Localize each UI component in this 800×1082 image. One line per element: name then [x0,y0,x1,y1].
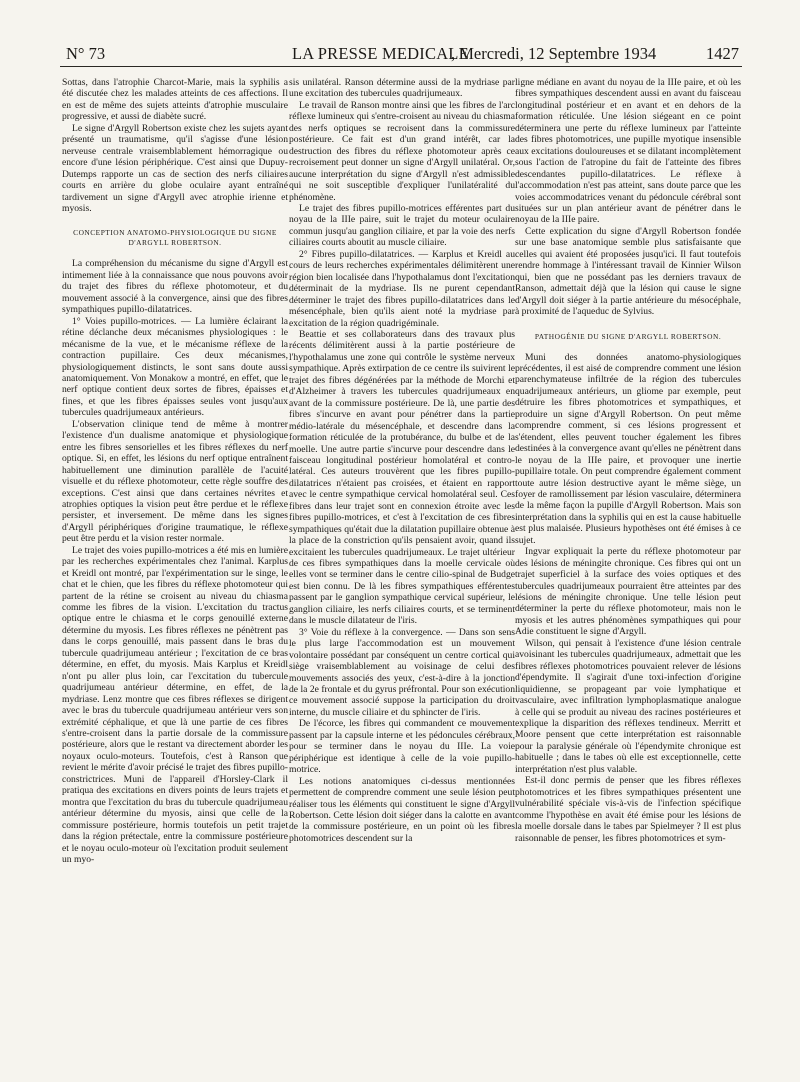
section-heading: PATHOGÉNIE DU SIGNE D'ARGYLL ROBERTSON. [534,331,722,341]
paragraph: 3° Voie du réflexe à la convergence. — Dans son sens le plus large l'accommodation est un mouvement volontaire possédant par conséquent un centre cortical qui siège vraisemblablement au voisinage de celui des mouvements associés des yeux, c'est-à-dire à la jonction de la 2e frontale et du gyrus préfrontal. Pour son exécution ce mouvement associé suppose la participation du droit interne, du muscle ciliaire et du sphincter de l'iris. [289,626,515,718]
paragraph: Ingvar expliquait la perte du réflexe photomoteur par des lésions de méningite chronique. Ces fibres qui ont un trajet superficiel à la surface des voies optiques et des tubercules quadrijumeaux pourraient être atteintes par des lésions de méningite chronique. Une telle lésion peut déterminer la perte du réflexe photomoteur, mais non le myosis et les autres phénomènes sympathiques qui pour Adie constituent le signe d'Argyll. [515,546,741,638]
text-column-3 [515,77,741,1077]
paragraph: 1° Voies pupillo-motrices. — La lumière éclairant la rétine déclanche deux mécanismes physiologiques : le mécanisme de la vue, et le mécanisme réflexe de la contraction pupillaire. Ces deux mécanismes, physiologiquement distincts, le sont sans doute aussi anatomiquement. Von Monakow a montré, en effet, que le nerf optique contient deux sortes de fibres, épaisses et fines, et que les fibres épaisses seules vont jusqu'aux tubercules quadrijumeaux antérieurs. [62,315,288,419]
paragraph: Le trajet des fibres pupillo-motrices efférentes part du noyau de la IIIe paire, suit le trajet du moteur oculaire commun jusqu'au ganglion ciliaire, et par la voie des nerfs ciliaires courts aboutit au muscle ciliaire. [289,202,515,249]
paragraph: Wilson, qui pensait à l'existence d'une lésion centrale avoisinant les tubercules quadrijumeaux, admettait que les fibres réflexes photomotrices pouvaient relever de lésions d'épendymite. Il s'agirait d'une toxi-infection d'origine liquidienne, se propageant par voie lymphatique et vasculaire, avec infiltration lymphoplasmatique analogue à celle qui se produit au niveau des racines postérieures et explique la disparition des réflexes tendineux. Merritt et Moore pensent que cette interprétation est raisonnable pour la paralysie générale où l'épendymite chronique est habituelle ; dans le tabes où elle est exceptionnelle, cette interprétation n'est plus valable. [515,637,741,775]
text-column-1 [62,77,288,1077]
paragraph: L'observation clinique tend de même à montrer l'existence d'un dualisme anatomique et physiologique entre les fibres sensorielles et les fibres réflexes du nerf optique. Si, en effet, les lésions du nerf optique entraînent habituellement une diminution parallèle de l'acuité visuelle et du réflexe photomoteur, cette règle souffre des exceptions. C'est ainsi que dans certaines névrites et atrophies optiques la vision peut être perdue et le réflexe persister, et inversement. De même dans les signes d'Argyll périphériques d'origine traumatique, le réflexe peut être perdu et la vision rester normale. [62,418,288,545]
paragraph: sis unilatéral. Ranson détermine aussi de la mydriase par une excitation des tubercules quadrijumeaux. [289,77,515,100]
page-number: 1427 [706,44,739,63]
page-header [60,40,742,67]
journal-title: LA PRESSE MEDICALE [292,44,469,63]
paragraph: Est-il donc permis de penser que les fibres réflexes photomotrices et les fibres sympathiques présentent une vulnérabilité spéciale vis-à-vis de l'infection spécifique comme l'hypothèse en avait été émise pour les lésions de la moelle dorsale dans le tabes par Spielmeyer ? Il est plus raisonnable de penser, les fibres photomotrices et sym- [515,775,741,844]
paragraph: Les notions anatomiques ci-dessus mentionnées permettent de comprendre comment une seule lésion peut réaliser tous les éléments qui constituent le signe d'Argyll Robertson. Cette lésion doit siéger dans la calotte en avant de la commissure postérieure, en un point où les fibres photomotrices descendent sur la [289,775,515,844]
paragraph: Sottas, dans l'atrophie Charcot-Marie, mais la syphilis a été discutée chez les malades atteints de ces affections. Il en est de même des sujets atteints d'atrophie musculaire progressive, et aussi de diabète sucré. [62,77,288,123]
issue-number: N° 73 [66,44,106,63]
paragraph: Le travail de Ranson montre ainsi que les fibres de l'arc réflexe lumineux qui s'entre-croisent au niveau du chiasma des nerfs optiques se recroisent dans la commissure postérieure. Ce fait est d'un grand intérêt, car la destruction des fibres du réflexe photomoteur après ce recroisement peut donner un signe d'Argyll unilatéral. Or, aucune interprétation du signe d'Argyll n'est admissible qui ne soit susceptible d'expliquer l'unilatéralité du phénomène. [289,99,515,203]
paragraph: 2° Fibres pupillo-dilatatrices. — Karplus et Kreidl au cours de leurs recherches expérimentales délimitèrent une région bien localisée dans l'hypothalamus dont l'excitation déterminait de la mydriase. Ils ne purent cependant déterminer le trajet des fibres pupillo-dilatatrices dans le mésencéphale, bien qu'ils aient noté la mydriase par excitation de la région quadrigéminale. [289,248,515,329]
paragraph: Le trajet des voies pupillo-motrices a été mis en lumière par les recherches expérimentales chez l'animal. Karplus et Kreidl ont montré, par l'expérimentation sur le singe, le chat et le chien, que les fibres du réflexe photomoteur qui partent de la rétine se croisent au niveau du chiasma comme les fibres de la vision. L'excitation du tractus optique entre le chiasma et le corps genouillé externe détermine du myosis. Les fibres réflexes ne pénètrent pas dans le corps genouillé, mais passent dans le bras du tubercule quadrijumeau antérieur ; l'excitation de ce bras détermine, en effet, du myosis. Mais Karplus et Kreidl n'ont pu aller plus loin, car l'excitation du tubercule quadrijumeau antérieur détermine, en effet, de la mydriase. Lenz montre que ces fibres réflexes se dirigent avec le bras du tubercule quadrijumeau antérieur vers son extrémité céphalique, et que là une partie de ces fibres s'entre-croisent dans la partie dorsale de la commissure postérieure, alors que le restant va directement aborder les noyaux oculo-moteurs. Toutefois, c'est à Ranson que revient le mérite d'avoir précisé le trajet des fibres pupillo-constrictrices. Muni de l'appareil d'Horsley-Clark il pratiqua des excitations en divers points de leurs trajets et montra que l'excitation du bras du tubercule quadrijumeau antérieur détermine du myosis, ainsi que celle de la commissure postérieure, hormis toutefois un petit trajet dans la région prétectale, entre la commissure postérieure et le noyau oculo-moteur où l'excitation produit seulement un myo- [62,544,288,865]
paragraph: Beattie et ses collaborateurs dans des travaux plus récents délimitèrent aussi à la partie postérieure de l'hypothalamus une zone qui contrôle le système nerveux sympathique. Après extirpation de ce centre ils suivirent le trajet des fibres dégénérées par la méthode de Morchi et d'Alzheimer à travers les tubercules quadrijumeaux en avant de la commissure postérieure. De là, une partie des fibres s'incurve en avant pour pénétrer dans la partie médio-latérale du mésencéphale, et descendre dans la formation réticulée de la protubérance, du bulbe et de la moelle. Une autre partie s'incurve pour descendre dans le faisceau longitudinal postérieur homolatéral et contro-latéral. Ces auteurs trouvèrent que les fibres pupillo-dilatatrices n'étaient pas croisées, et étaient en rapport avec le centre sympathique cervical homolatéral seul. Ces fibres dans leur trajet sont en connexion étroite avec les fibres pupillo-motrices, et c'est à l'excitation de ces fibres sympathiques qu'était due la dilatation pupillaire obtenue à la place de la constriction qu'ils pensaient avoir, quand ils excitaient les tubercules quadrijumeaux. Le trajet ultérieur de ces fibres sympathiques dans la moelle cervicale où elles vont se terminer dans le centre cilio-spinal de Budge est bien connu. De là les fibres sympathiques efférentes passent par le ganglion sympathique cervical supérieur, le ganglion ciliaire, les nerfs ciliaires courts, et se terminent dans le muscle dilatateur de l'iris. [289,328,515,627]
paragraph: Cette explication du signe d'Argyll Robertson fondée sur une base anatomique semble plus satisfaisante que celles qui avaient été proposées jusqu'ici. Il faut toutefois rendre hommage à l'intéressant travail de Kinnier Wilson qui, bien que ne possédant pas les derniers travaux de Ranson, admettait déjà que la lésion qui cause le signe d'Argyll doit siéger à la partie antérieure du mésocéphale, à proximité de l'aqueduc de Sylvius. [515,225,741,318]
paragraph: ligne médiane en avant du noyau de la IIIe paire, et où les fibres sympathiques descendent aussi en avant du faisceau longitudinal postérieur et en avant et en dehors de la formation réticulée. Une lésion siégeant en ce point déterminera une perte du réflexe lumineux par l'atteinte des fibres photomotrices, une pupille myotique insensible aux excitations douloureuses et se dilatant incomplètement sous l'action de l'atropine du fait de l'atteinte des fibres descendantes pupillo-dilatatrices. Le réflexe à l'accommodation n'est pas atteint, sans doute parce que les voies accommodatrices venant du pédoncule cérébral sont situées sur un plan antérieur avant de pénétrer dans le noyau de la IIIe paire. [515,77,741,226]
paragraph: La compréhension du mécanisme du signe d'Argyll est intimement liée à la connaissance que nous pouvons avoir du trajet des fibres du réflexe photomoteur, et du mouvement associé à la convergence, ainsi que des fibres sympathiques pupillo-dilatatrices. [62,258,288,316]
paragraph: Le signe d'Argyll Robertson existe chez les sujets ayant présenté un traumatisme, qu'il s'agisse d'une lésion nerveuse centrale vraisemblablement hémorragique ou encore d'une lésion périphérique. C'est ainsi que Dupuy-Dutemps rapporte un cas de section des nerfs ciliaires courts en arrière du globe oculaire ayant entraîné tardivement un signe d'Argyll avec atrophie irienne et myosis. [62,122,288,214]
paragraph: De l'écorce, les fibres qui commandent ce mouvement passent par la capsule interne et les pédoncules cérébraux, pour se terminer dans le noyau du IIIe. La voie périphérique est identique à celle de la voie pupillo-motrice. [289,718,515,776]
text-column-2 [289,77,515,1077]
issue-date: , Mercredi, 12 Septembre 1934 [451,44,657,63]
paragraph: Muni des données anatomo-physiologiques précédentes, il est aisé de comprendre comment une lésion parenchymateuse infiltrée de la région des tubercules quadrijumeaux antérieurs, un gliome par exemple, peut détruire les fibres photomotrices et sympathiques, et produire un signe d'Argyll Robertson. On peut même comprendre comment, si ces lésions progressent et s'étendent, elles peuvent toucher également les fibres destinées à la convergence avant qu'elles ne pénètrent dans le noyau de la IIIe paire, et provoquer une inertie pupillaire totale. On peut comprendre également comment toute autre lésion destructive ayant le même siège, un foyer de ramollissement par lésion vasculaire, déterminera de la même façon la pupille d'Argyll Robertson. Mais son interprétation dans la syphilis qui en est la cause habituelle est plus malaisée. Plusieurs hypothèses ont été émises à ce sujet. [515,351,741,546]
section-heading: CONCEPTION ANATOMO-PHYSIOLOGIQUE DU SIGNE D'ARGYLL ROBERTSON. [73,228,277,248]
